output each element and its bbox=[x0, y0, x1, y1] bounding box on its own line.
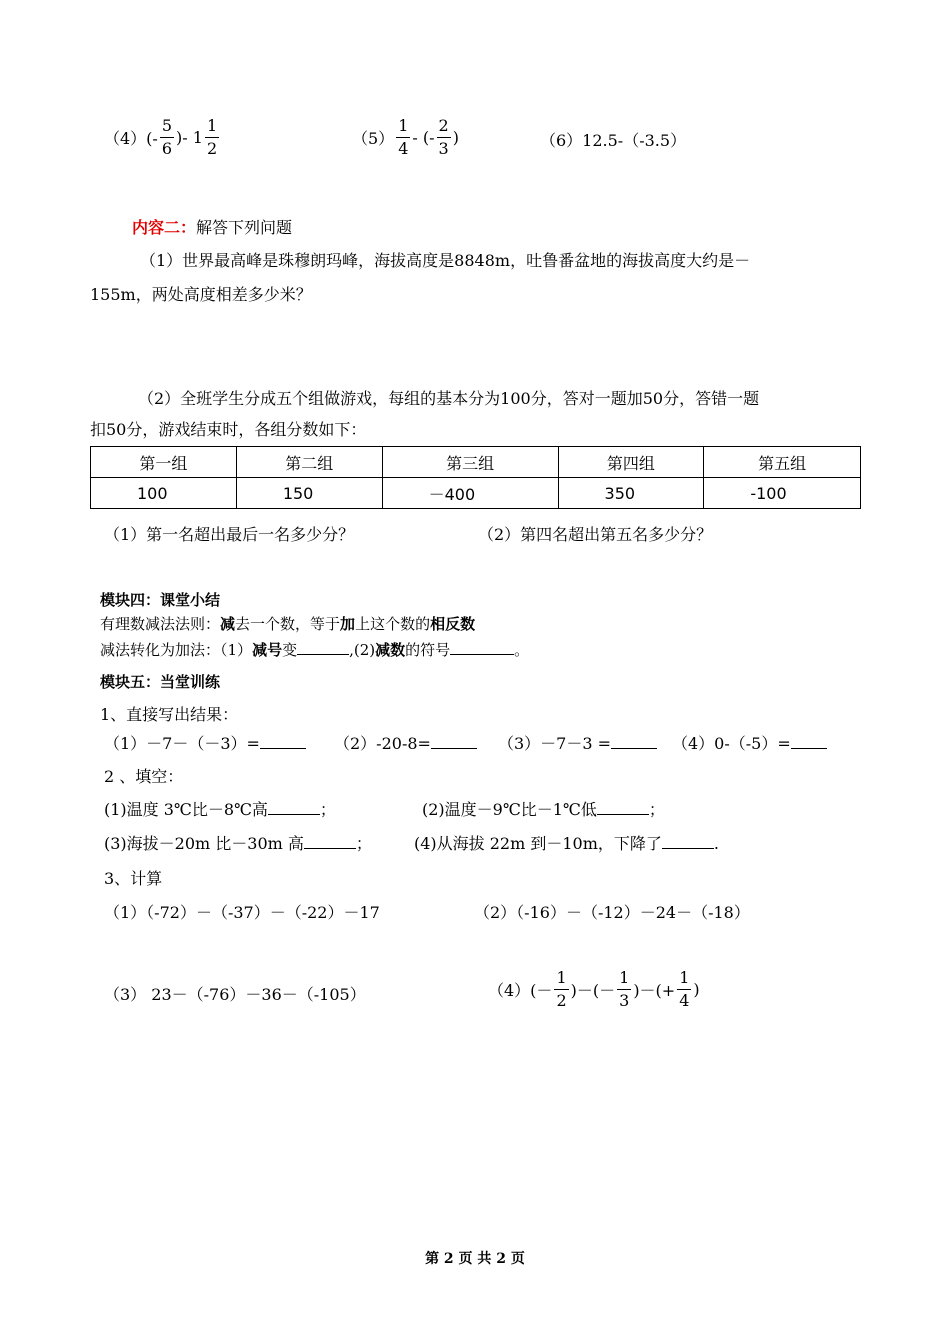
page-footer: 第 2 页 共 2 页 bbox=[425, 1251, 525, 1267]
denominator: 3 bbox=[438, 139, 449, 158]
conversion-bold: 减数 bbox=[375, 641, 406, 659]
fraction bbox=[396, 118, 410, 157]
table-header-row bbox=[91, 447, 861, 478]
module4-title: 模块四：课堂小结 bbox=[100, 591, 221, 609]
table-header-cell: 第五组 bbox=[704, 447, 861, 478]
answer-blank[interactable] bbox=[304, 832, 356, 849]
score-table bbox=[90, 446, 861, 509]
question-2-line-1: （2）全班学生分成五个组做游戏，每组的基本分为100分，答对一题加50分，答错一题 bbox=[138, 389, 760, 408]
numerator: 1 bbox=[617, 970, 631, 990]
item-text: （1）－7－（－3）= bbox=[104, 734, 260, 753]
content2-heading bbox=[132, 215, 292, 238]
numerator: 1 bbox=[396, 118, 410, 138]
table-row bbox=[91, 478, 861, 509]
rule-bold: 减 bbox=[220, 615, 236, 633]
answer-blank[interactable] bbox=[791, 732, 827, 749]
exercise-4 bbox=[104, 118, 219, 157]
fraction bbox=[160, 118, 174, 157]
answer-blank[interactable] bbox=[431, 732, 477, 749]
exercise-5-operator: - (- bbox=[412, 128, 435, 147]
item-end: ； bbox=[319, 800, 336, 819]
item-end: ； bbox=[648, 800, 665, 819]
table-cell: 350 bbox=[558, 478, 704, 509]
direct-answer-1 bbox=[104, 731, 306, 754]
item-text: (2)温度－9℃比－1℃低 bbox=[422, 800, 597, 819]
fraction bbox=[205, 118, 219, 157]
exercise-5 bbox=[352, 118, 459, 157]
sub-question-2: （2）第四名超出第五名多少分？ bbox=[478, 525, 713, 544]
answer-blank[interactable] bbox=[268, 798, 320, 815]
rule-prefix: 有理数减法法则： bbox=[100, 615, 221, 633]
item-text: (1)温度 3℃比－8℃高 bbox=[104, 800, 268, 819]
numerator: 1 bbox=[554, 970, 568, 990]
numerator: 1 bbox=[677, 970, 691, 990]
exercise-5-label: （5） bbox=[352, 129, 395, 148]
conversion-rule bbox=[100, 638, 529, 660]
answer-blank[interactable] bbox=[597, 798, 649, 815]
conversion-text: ,(2) bbox=[349, 641, 376, 659]
item-text: (3)海拔－20m 比－30m 高 bbox=[104, 834, 304, 853]
numerator: 5 bbox=[160, 118, 174, 138]
conversion-prefix: 减法转化为加法： bbox=[100, 641, 221, 659]
conversion-text: 的符号 bbox=[405, 641, 451, 659]
item-end: ； bbox=[355, 834, 372, 853]
rule-bold: 相反数 bbox=[430, 615, 476, 633]
module5-title: 模块五：当堂训练 bbox=[100, 673, 221, 691]
answer-blank[interactable] bbox=[450, 638, 514, 655]
fill-in-1 bbox=[104, 797, 336, 820]
question-1-line-1: （1）世界最高峰是珠穆朗玛峰，海拔高度是8848m，吐鲁番盆地的海拔高度大约是－ bbox=[140, 251, 751, 270]
item-text: （3）－7－3 = bbox=[498, 734, 612, 753]
denominator: 2 bbox=[206, 139, 218, 158]
exercise-6: （6）12.5-（-3.5） bbox=[540, 131, 687, 150]
denominator: 4 bbox=[398, 139, 409, 158]
table-header-cell: 第二组 bbox=[236, 447, 382, 478]
direct-answer-3 bbox=[498, 731, 657, 754]
table-cell: －400 bbox=[382, 478, 558, 509]
exercise-4-label: （4）(- bbox=[104, 129, 158, 148]
calculation-4-label: （4）(－ bbox=[488, 981, 553, 1000]
calculation-4-operator: )－(+ bbox=[633, 981, 676, 1000]
question-2-line-2: 扣50分，游戏结束时，各组分数如下： bbox=[90, 420, 367, 439]
table-header-cell: 第一组 bbox=[91, 447, 237, 478]
fill-in-4 bbox=[414, 831, 719, 854]
denominator: 2 bbox=[556, 991, 567, 1010]
answer-blank[interactable] bbox=[260, 732, 306, 749]
fraction bbox=[617, 970, 631, 1009]
conversion-text: （1） bbox=[220, 641, 253, 659]
direct-answer-2 bbox=[334, 731, 477, 754]
calculation-2: （2）（-16）－（-12）－24－（-18） bbox=[474, 903, 750, 922]
conversion-end: 。 bbox=[514, 641, 530, 659]
rule-text: 去一个数，等于 bbox=[235, 615, 341, 633]
fill-in-2 bbox=[422, 797, 665, 820]
exercise-4-operator: )- 1 bbox=[176, 128, 203, 147]
conversion-text: 变 bbox=[282, 641, 298, 659]
table-cell: -100 bbox=[704, 478, 861, 509]
table-header-cell: 第三组 bbox=[382, 447, 558, 478]
calculation-4-operator: )－(－ bbox=[570, 981, 616, 1000]
sub-question-1: （1）第一名超出最后一名多少分？ bbox=[104, 525, 355, 544]
numerator: 2 bbox=[437, 118, 451, 138]
calculation-3: （3） 23－（-76）－36－（-105） bbox=[104, 985, 366, 1004]
question-1-line-2: 155m，两处高度相差多少米？ bbox=[90, 285, 312, 304]
denominator: 4 bbox=[679, 991, 690, 1010]
fraction bbox=[554, 970, 568, 1009]
rule-bold: 加 bbox=[340, 615, 356, 633]
fraction bbox=[437, 118, 451, 157]
subtraction-rule bbox=[100, 613, 475, 634]
calculation-1: （1）（-72）－（-37）－（-22）－17 bbox=[104, 903, 380, 922]
fill-in-3 bbox=[104, 831, 372, 854]
section1-title: 1、直接写出结果： bbox=[100, 705, 239, 724]
content2-heading-text: 解答下列问题 bbox=[196, 218, 293, 237]
denominator: 3 bbox=[619, 991, 630, 1010]
table-cell: 150 bbox=[236, 478, 382, 509]
fraction bbox=[677, 970, 691, 1009]
calculation-4 bbox=[488, 970, 700, 1009]
calculation-4-end: ) bbox=[693, 980, 700, 999]
content2-heading-label: 内容二： bbox=[132, 218, 197, 237]
section3-title: 3、计算 bbox=[104, 869, 163, 888]
item-text: （4）0-（-5）= bbox=[672, 734, 791, 753]
answer-blank[interactable] bbox=[662, 832, 714, 849]
section2-title: 2 、填空： bbox=[104, 767, 184, 786]
answer-blank[interactable] bbox=[297, 638, 349, 655]
exercise-5-end: ) bbox=[452, 128, 459, 147]
answer-blank[interactable] bbox=[611, 732, 657, 749]
item-end: . bbox=[713, 834, 719, 853]
conversion-bold: 减号 bbox=[252, 641, 283, 659]
numerator: 1 bbox=[205, 118, 219, 138]
denominator: 6 bbox=[161, 139, 173, 158]
rule-text: 上这个数的 bbox=[355, 615, 431, 633]
item-text: （2）-20-8= bbox=[334, 734, 431, 753]
table-cell: 100 bbox=[91, 478, 237, 509]
item-text: (4)从海拔 22m 到－10m，下降了 bbox=[414, 834, 662, 853]
direct-answer-4 bbox=[672, 731, 827, 754]
table-header-cell: 第四组 bbox=[558, 447, 704, 478]
